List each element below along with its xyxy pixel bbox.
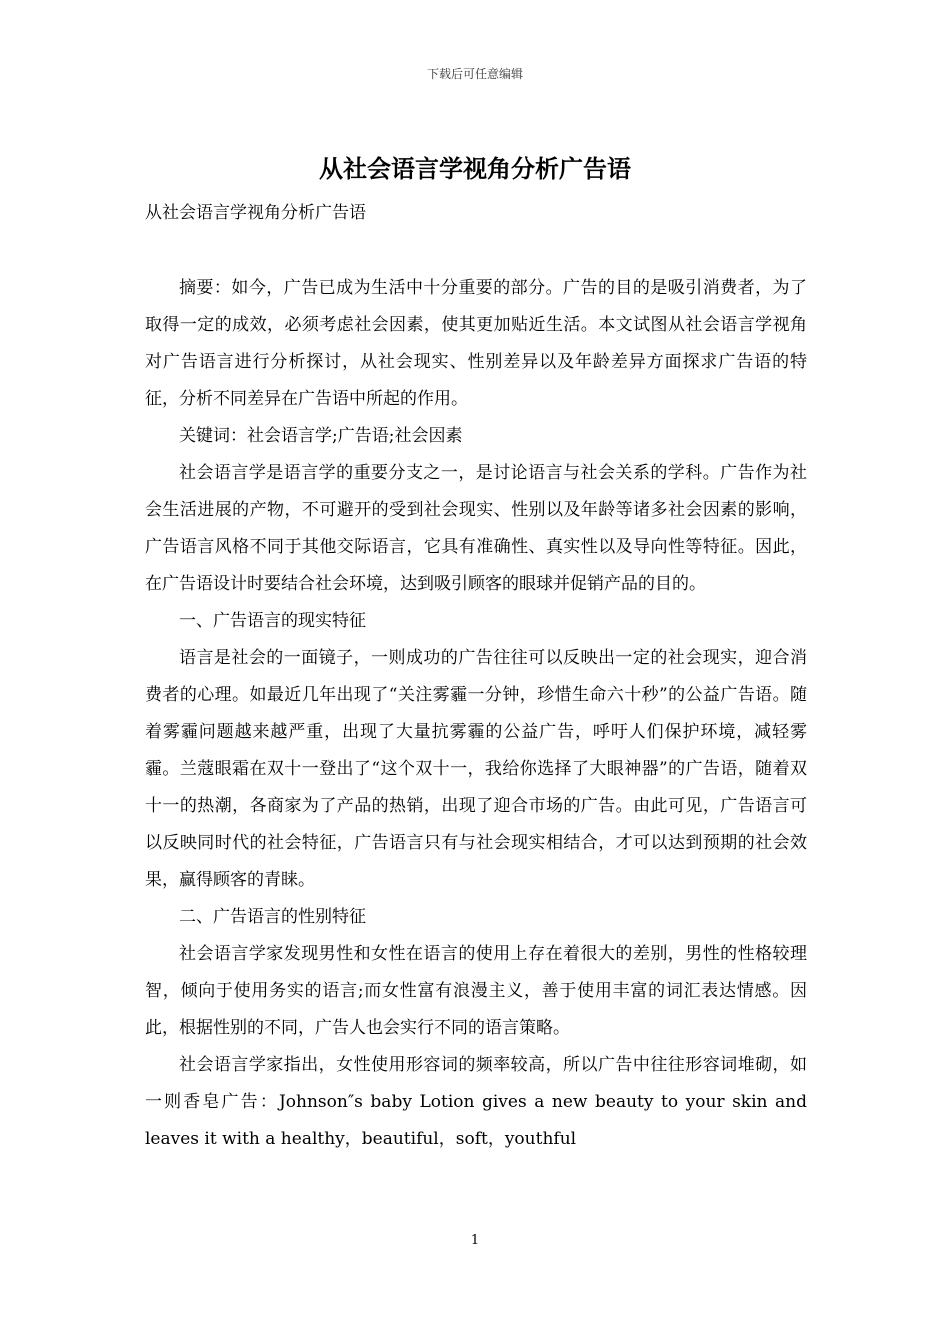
- document-body: [145, 270, 807, 1158]
- document-subtitle: 从社会语言学视角分析广告语: [145, 203, 366, 223]
- section-2-paragraph-2: 社会语言学家指出，女性使用形容词的频率较高，所以广告中往往形容词堆砌，如一则香皂广告：Johnson″s baby Lotion gives a new beauty to your skin and leaves it with a healthy，beautiful，soft，youthful: [145, 1055, 807, 1149]
- section-1-paragraph: 语言是社会的一面镜子，一则成功的广告往往可以反映出一定的社会现实，迎合消费者的心理。如最近几年出现了“关注雾霾一分钟，珍惜生命六十秒”的公益广告语。随着雾霾问题越来越严重，出现了大量抗雾霾的公益广告，呼吁人们保护环境，减轻雾霾。兰蔻眼霜在双十一登出了“这个双十一，我给你选择了大眼神器”的广告语，随着双十一的热潮，各商家为了产品的热销，出现了迎合市场的广告。由此可见，广告语言可以反映同时代的社会特征，广告语言只有与社会现实相结合，才可以达到预期的社会效果，赢得顾客的青睐。: [145, 648, 807, 890]
- abstract-paragraph: 摘要：如今，广告已成为生活中十分重要的部分。广告的目的是吸引消费者，为了取得一定的成效，必须考虑社会因素，使其更加贴近生活。本文试图从社会语言学视角对广告语言进行分析探讨，从社会现实、性别差异以及年龄差异方面探求广告语的特征，分析不同差异在广告语中所起的作用。: [145, 278, 807, 409]
- page-header-note: 下载后可任意编辑: [426, 67, 523, 81]
- section-heading-2: 二、广告语言的性别特征: [179, 907, 366, 927]
- keywords-paragraph: 关键词：社会语言学;广告语;社会因素: [179, 426, 463, 446]
- intro-paragraph: 社会语言学是语言学的重要分支之一，是讨论语言与社会关系的学科。广告作为社会生活进展的产物，不可避开的受到社会现实、性别以及年龄等诸多社会因素的影响，广告语言风格不同于其他交际语言，它具有准确性、真实性以及导向性等特征。因此，在广告语设计时要结合社会环境，达到吸引顾客的眼球并促销产品的目的。: [145, 463, 807, 594]
- section-heading-1: 一、广告语言的现实特征: [179, 611, 366, 631]
- page-number: 1: [470, 1233, 480, 1248]
- section-2-paragraph-1: 社会语言学家发现男性和女性在语言的使用上存在着很大的差别，男性的性格较理智，倾向于使用务实的语言;而女性富有浪漫主义，善于使用丰富的词汇表达情感。因此，根据性别的不同，广告人也会实行不同的语言策略。: [145, 944, 807, 1038]
- document-title: 从社会语言学视角分析广告语: [319, 154, 631, 183]
